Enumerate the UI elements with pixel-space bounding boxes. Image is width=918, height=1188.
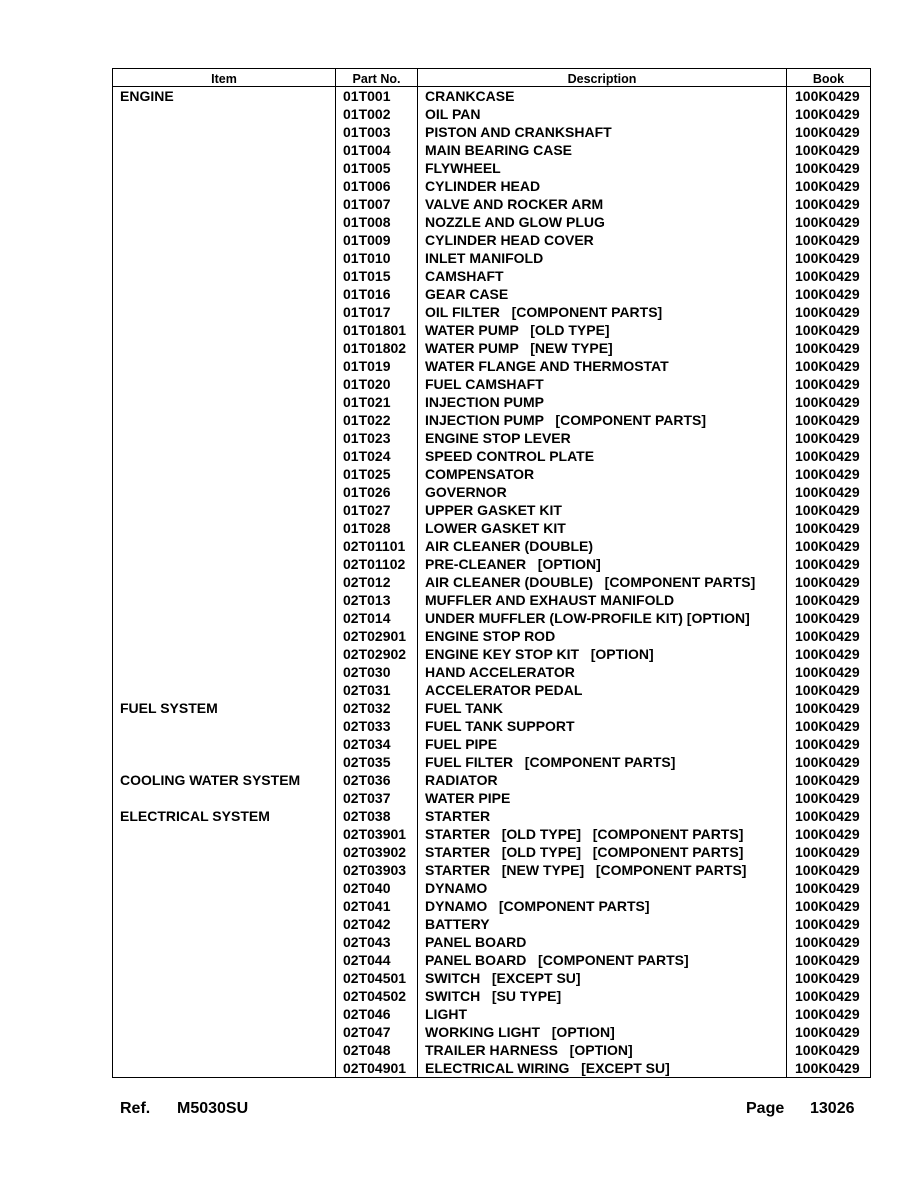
part-no-cell: 02T013 [336,591,418,609]
item-cell [113,141,336,159]
item-cell [113,429,336,447]
table-row [113,681,871,699]
description-cell: INLET MANIFOLD [418,249,787,267]
book-cell: 100K0429 [787,933,871,951]
book-cell: 100K0429 [787,897,871,915]
item-cell [113,861,336,879]
book-cell: 100K0429 [787,1023,871,1041]
description-cell: WATER PUMP [OLD TYPE] [418,321,787,339]
item-cell [113,591,336,609]
table-row [113,267,871,285]
table-row [113,1023,871,1041]
part-no-cell: 02T038 [336,807,418,825]
part-no-cell: 02T04502 [336,987,418,1005]
item-cell [113,339,336,357]
description-cell: PANEL BOARD [418,933,787,951]
description-cell: PISTON AND CRANKSHAFT [418,123,787,141]
description-cell: VALVE AND ROCKER ARM [418,195,787,213]
part-no-cell: 01T026 [336,483,418,501]
table-row [113,159,871,177]
table-row [113,843,871,861]
table-row [113,447,871,465]
table-row [113,879,871,897]
table-row [113,519,871,537]
parts-index-table [112,68,871,1078]
book-cell: 100K0429 [787,681,871,699]
table-row [113,609,871,627]
part-no-cell: 01T020 [336,375,418,393]
description-cell: FLYWHEEL [418,159,787,177]
table-row [113,105,871,123]
book-cell: 100K0429 [787,141,871,159]
item-cell [113,105,336,123]
table-row [113,1005,871,1023]
table-row [113,627,871,645]
footer-ref-label: Ref. [120,1100,151,1117]
description-cell: PANEL BOARD [COMPONENT PARTS] [418,951,787,969]
table-row [113,915,871,933]
part-no-cell: 01T003 [336,123,418,141]
item-cell [113,717,336,735]
book-cell: 100K0429 [787,717,871,735]
item-cell [113,825,336,843]
book-cell: 100K0429 [787,591,871,609]
item-cell [113,411,336,429]
table-row [113,573,871,591]
table-row [113,375,871,393]
part-no-cell: 02T034 [336,735,418,753]
table-row [113,735,871,753]
description-cell: CYLINDER HEAD COVER [418,231,787,249]
book-cell: 100K0429 [787,915,871,933]
book-cell: 100K0429 [787,321,871,339]
description-cell: STARTER [NEW TYPE] [COMPONENT PARTS] [418,861,787,879]
item-cell [113,1023,336,1041]
table-row [113,195,871,213]
book-cell: 100K0429 [787,537,871,555]
part-no-cell: 01T005 [336,159,418,177]
item-cell [113,843,336,861]
description-cell: CAMSHAFT [418,267,787,285]
table-row [113,951,871,969]
part-no-cell: 02T048 [336,1041,418,1059]
book-cell: 100K0429 [787,645,871,663]
part-no-cell: 01T01801 [336,321,418,339]
description-cell: SPEED CONTROL PLATE [418,447,787,465]
book-cell: 100K0429 [787,447,871,465]
item-cell [113,393,336,411]
item-cell [113,501,336,519]
part-no-cell: 02T040 [336,879,418,897]
part-no-cell: 02T043 [336,933,418,951]
part-no-cell: 01T022 [336,411,418,429]
item-cell [113,537,336,555]
table-row [113,537,871,555]
column-header-book: Book [787,69,871,87]
part-no-cell: 01T006 [336,177,418,195]
item-cell [113,555,336,573]
description-cell: CRANKCASE [418,87,787,106]
table-row [113,339,871,357]
description-cell: UNDER MUFFLER (LOW-PROFILE KIT) [OPTION] [418,609,787,627]
description-cell: FUEL CAMSHAFT [418,375,787,393]
description-cell: BATTERY [418,915,787,933]
footer-page-label: Page [746,1100,785,1117]
book-cell: 100K0429 [787,375,871,393]
part-no-cell: 02T01102 [336,555,418,573]
item-cell [113,213,336,231]
item-cell [113,753,336,771]
part-no-cell: 02T04501 [336,969,418,987]
item-cell [113,897,336,915]
description-cell: FUEL TANK SUPPORT [418,717,787,735]
description-cell: MUFFLER AND EXHAUST MANIFOLD [418,591,787,609]
item-cell: ENGINE [113,87,336,106]
book-cell: 100K0429 [787,771,871,789]
book-cell: 100K0429 [787,879,871,897]
part-no-cell: 01T024 [336,447,418,465]
table-row [113,285,871,303]
part-no-cell: 01T001 [336,87,418,106]
item-cell [113,483,336,501]
description-cell: HAND ACCELERATOR [418,663,787,681]
item-cell [113,123,336,141]
book-cell: 100K0429 [787,627,871,645]
item-cell [113,447,336,465]
part-no-cell: 02T042 [336,915,418,933]
description-cell: ELECTRICAL WIRING [EXCEPT SU] [418,1059,787,1078]
item-cell [113,195,336,213]
item-cell [113,357,336,375]
table-row [113,645,871,663]
description-cell: OIL PAN [418,105,787,123]
part-no-cell: 01T023 [336,429,418,447]
table-row [113,1041,871,1059]
item-cell [113,231,336,249]
item-cell [113,321,336,339]
item-cell [113,735,336,753]
description-cell: UPPER GASKET KIT [418,501,787,519]
table-header-row [113,69,871,87]
description-cell: ACCELERATOR PEDAL [418,681,787,699]
book-cell: 100K0429 [787,159,871,177]
book-cell: 100K0429 [787,663,871,681]
description-cell: INJECTION PUMP [418,393,787,411]
item-cell [113,915,336,933]
item-cell [113,285,336,303]
parts-table-body [113,87,871,1078]
item-cell [113,177,336,195]
part-no-cell: 02T02902 [336,645,418,663]
description-cell: LOWER GASKET KIT [418,519,787,537]
description-cell: WATER FLANGE AND THERMOSTAT [418,357,787,375]
book-cell: 100K0429 [787,753,871,771]
description-cell: STARTER [OLD TYPE] [COMPONENT PARTS] [418,825,787,843]
table-row [113,807,871,825]
part-no-cell: 02T03902 [336,843,418,861]
item-cell [113,1005,336,1023]
part-no-cell: 02T03901 [336,825,418,843]
book-cell: 100K0429 [787,105,871,123]
item-cell [113,951,336,969]
book-cell: 100K0429 [787,87,871,106]
table-row [113,663,871,681]
book-cell: 100K0429 [787,501,871,519]
column-header-part-no: Part No. [336,69,418,87]
part-no-cell: 01T025 [336,465,418,483]
item-cell [113,645,336,663]
book-cell: 100K0429 [787,519,871,537]
book-cell: 100K0429 [787,861,871,879]
table-row [113,897,871,915]
item-cell [113,987,336,1005]
part-no-cell: 02T036 [336,771,418,789]
column-header-description: Description [418,69,787,87]
book-cell: 100K0429 [787,987,871,1005]
table-row [113,357,871,375]
part-no-cell: 02T014 [336,609,418,627]
parts-index-sheet [112,68,870,1078]
book-cell: 100K0429 [787,789,871,807]
description-cell: INJECTION PUMP [COMPONENT PARTS] [418,411,787,429]
footer-page-number: 13026 [810,1100,855,1117]
description-cell: FUEL PIPE [418,735,787,753]
description-cell: COMPENSATOR [418,465,787,483]
book-cell: 100K0429 [787,429,871,447]
table-row [113,555,871,573]
part-no-cell: 02T02901 [336,627,418,645]
part-no-cell: 01T017 [336,303,418,321]
book-cell: 100K0429 [787,609,871,627]
table-row [113,699,871,717]
description-cell: AIR CLEANER (DOUBLE) [COMPONENT PARTS] [418,573,787,591]
item-cell [113,969,336,987]
part-no-cell: 01T01802 [336,339,418,357]
item-cell [113,1041,336,1059]
part-no-cell: 01T021 [336,393,418,411]
part-no-cell: 02T04901 [336,1059,418,1078]
description-cell: MAIN BEARING CASE [418,141,787,159]
book-cell: 100K0429 [787,1005,871,1023]
book-cell: 100K0429 [787,231,871,249]
table-row [113,483,871,501]
description-cell: AIR CLEANER (DOUBLE) [418,537,787,555]
description-cell: DYNAMO [418,879,787,897]
table-row [113,231,871,249]
table-row [113,501,871,519]
item-cell [113,249,336,267]
part-no-cell: 01T019 [336,357,418,375]
part-no-cell: 01T016 [336,285,418,303]
book-cell: 100K0429 [787,483,871,501]
book-cell: 100K0429 [787,267,871,285]
book-cell: 100K0429 [787,969,871,987]
item-cell [113,303,336,321]
book-cell: 100K0429 [787,573,871,591]
book-cell: 100K0429 [787,735,871,753]
table-row [113,321,871,339]
book-cell: 100K0429 [787,213,871,231]
description-cell: ENGINE STOP ROD [418,627,787,645]
item-cell [113,1059,336,1078]
book-cell: 100K0429 [787,339,871,357]
book-cell: 100K0429 [787,1041,871,1059]
description-cell: RADIATOR [418,771,787,789]
part-no-cell: 02T037 [336,789,418,807]
description-cell: SWITCH [SU TYPE] [418,987,787,1005]
column-header-item: Item [113,69,336,87]
book-cell: 100K0429 [787,249,871,267]
table-row [113,969,871,987]
table-row [113,1059,871,1078]
description-cell: PRE-CLEANER [OPTION] [418,555,787,573]
item-cell [113,609,336,627]
description-cell: SWITCH [EXCEPT SU] [418,969,787,987]
part-no-cell: 02T030 [336,663,418,681]
table-row [113,933,871,951]
description-cell: CYLINDER HEAD [418,177,787,195]
table-row [113,141,871,159]
part-no-cell: 01T027 [336,501,418,519]
table-row [113,177,871,195]
book-cell: 100K0429 [787,807,871,825]
description-cell: STARTER [418,807,787,825]
part-no-cell: 01T004 [336,141,418,159]
description-cell: WATER PUMP [NEW TYPE] [418,339,787,357]
table-row [113,987,871,1005]
book-cell: 100K0429 [787,393,871,411]
book-cell: 100K0429 [787,555,871,573]
book-cell: 100K0429 [787,123,871,141]
part-no-cell: 02T047 [336,1023,418,1041]
description-cell: ENGINE STOP LEVER [418,429,787,447]
description-cell: DYNAMO [COMPONENT PARTS] [418,897,787,915]
book-cell: 100K0429 [787,411,871,429]
description-cell: GEAR CASE [418,285,787,303]
part-no-cell: 01T015 [336,267,418,285]
part-no-cell: 02T033 [336,717,418,735]
table-row [113,411,871,429]
description-cell: FUEL TANK [418,699,787,717]
part-no-cell: 02T032 [336,699,418,717]
item-cell [113,519,336,537]
description-cell: ENGINE KEY STOP KIT [OPTION] [418,645,787,663]
part-no-cell: 01T008 [336,213,418,231]
table-row [113,249,871,267]
item-cell [113,789,336,807]
description-cell: OIL FILTER [COMPONENT PARTS] [418,303,787,321]
part-no-cell: 02T046 [336,1005,418,1023]
item-cell [113,933,336,951]
item-cell: ELECTRICAL SYSTEM [113,807,336,825]
item-cell: COOLING WATER SYSTEM [113,771,336,789]
description-cell: GOVERNOR [418,483,787,501]
part-no-cell: 01T028 [336,519,418,537]
part-no-cell: 02T041 [336,897,418,915]
item-cell [113,267,336,285]
book-cell: 100K0429 [787,1059,871,1078]
part-no-cell: 02T012 [336,573,418,591]
item-cell [113,663,336,681]
part-no-cell: 02T031 [336,681,418,699]
book-cell: 100K0429 [787,285,871,303]
table-row [113,87,871,106]
description-cell: TRAILER HARNESS [OPTION] [418,1041,787,1059]
item-cell [113,879,336,897]
description-cell: STARTER [OLD TYPE] [COMPONENT PARTS] [418,843,787,861]
item-cell [113,375,336,393]
item-cell [113,573,336,591]
description-cell: FUEL FILTER [COMPONENT PARTS] [418,753,787,771]
table-row [113,213,871,231]
description-cell: LIGHT [418,1005,787,1023]
table-row [113,393,871,411]
item-cell: FUEL SYSTEM [113,699,336,717]
description-cell: NOZZLE AND GLOW PLUG [418,213,787,231]
book-cell: 100K0429 [787,195,871,213]
book-cell: 100K0429 [787,465,871,483]
book-cell: 100K0429 [787,825,871,843]
table-row [113,123,871,141]
table-row [113,717,871,735]
footer-model: M5030SU [177,1100,249,1117]
item-cell [113,465,336,483]
table-row [113,303,871,321]
book-cell: 100K0429 [787,699,871,717]
book-cell: 100K0429 [787,843,871,861]
table-row [113,429,871,447]
part-no-cell: 01T009 [336,231,418,249]
table-row [113,861,871,879]
table-row [113,465,871,483]
part-no-cell: 01T007 [336,195,418,213]
part-no-cell: 01T010 [336,249,418,267]
book-cell: 100K0429 [787,303,871,321]
description-cell: WORKING LIGHT [OPTION] [418,1023,787,1041]
book-cell: 100K0429 [787,357,871,375]
item-cell [113,159,336,177]
part-no-cell: 02T044 [336,951,418,969]
part-no-cell: 02T03903 [336,861,418,879]
book-cell: 100K0429 [787,177,871,195]
table-row [113,771,871,789]
table-row [113,825,871,843]
item-cell [113,681,336,699]
part-no-cell: 01T002 [336,105,418,123]
item-cell [113,627,336,645]
table-row [113,789,871,807]
description-cell: WATER PIPE [418,789,787,807]
part-no-cell: 02T01101 [336,537,418,555]
table-row [113,591,871,609]
book-cell: 100K0429 [787,951,871,969]
table-row [113,753,871,771]
part-no-cell: 02T035 [336,753,418,771]
